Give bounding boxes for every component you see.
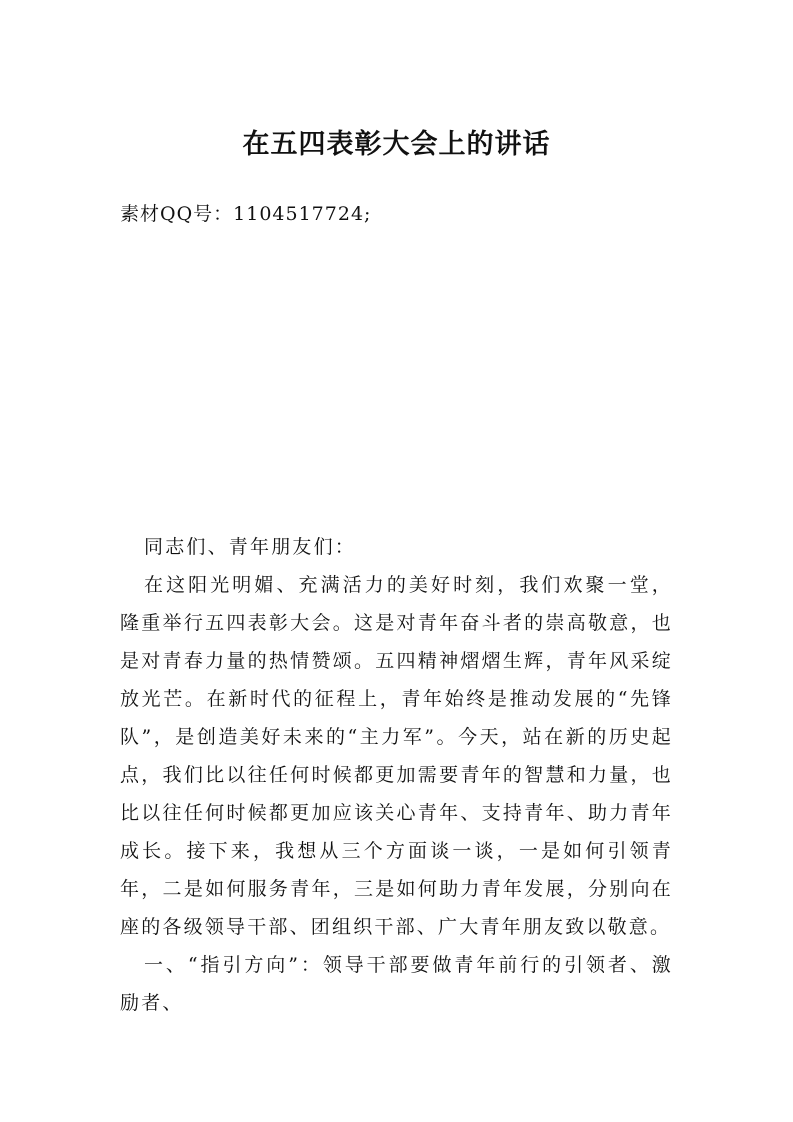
greeting-paragraph: 同志们、青年朋友们：	[144, 536, 357, 558]
document-title: 在五四表彰大会上的讲话	[242, 129, 551, 160]
body-paragraph: 在这阳光明媚、充满活力的美好时刻，我们欢聚一堂，隆重举行五四表彰大会。这是对青年奋斗者的崇高敬意，也是对青春力量的热情赞颂。五四精神熠熠生辉，青年风采绽放光芒。在新时代的征程上，青年始终是推动发展的“先锋队”，是创造美好未来的“主力军”。今天，站在新的历史起点，我们比以往任何时候都更加需要青年的智慧和力量，也比以往任何时候都更加应该关心青年、支持青年、助力青年成长。接下来，我想从三个方面谈一谈，一是如何引领青年，二是如何服务青年，三是如何助力青年发展，分别向在座的各级领导干部、团组织干部、广大青年朋友致以敬意。	[120, 574, 673, 938]
document-body	[120, 528, 673, 1022]
source-line: 素材QQ号：1104517724;	[120, 203, 372, 225]
section-heading-paragraph: 一、“指引方向”：领导干部要做青年前行的引领者、激励者、	[120, 954, 673, 1014]
